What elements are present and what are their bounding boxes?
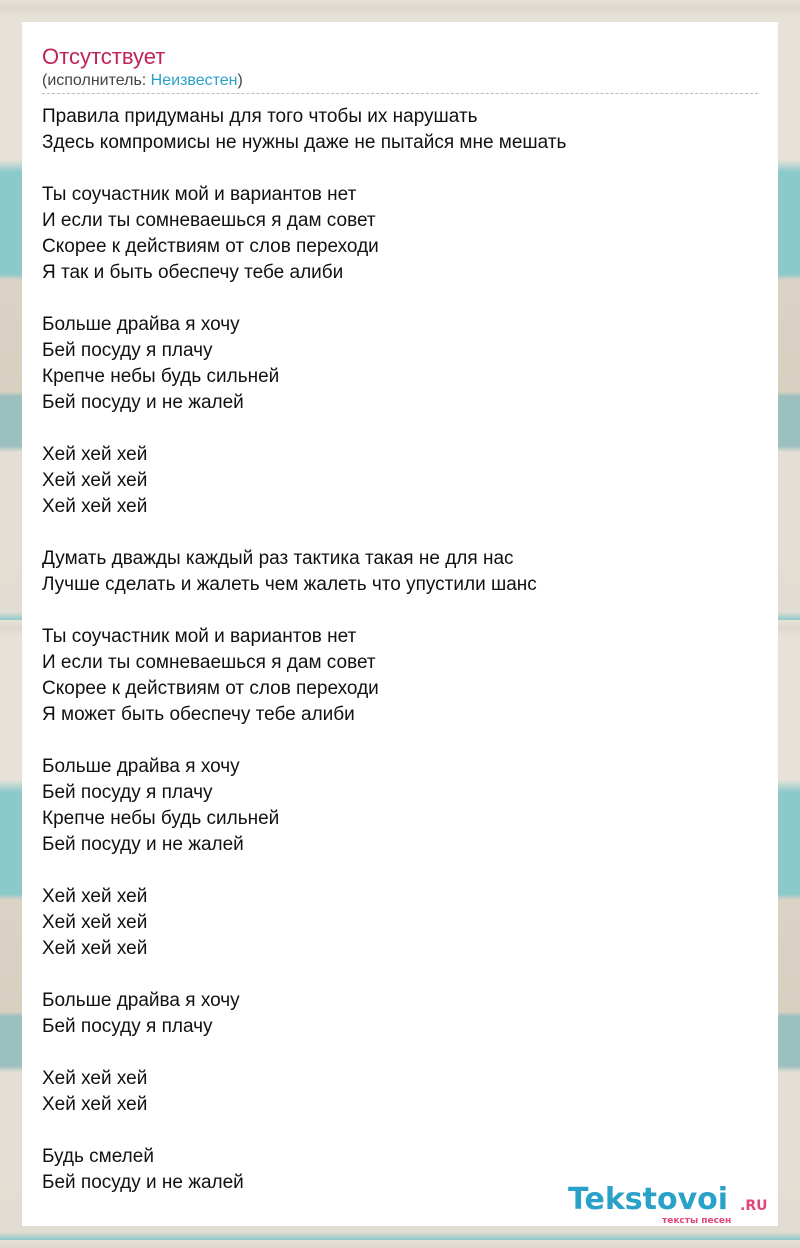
lyric-line: Бей посуду и не жалей xyxy=(42,834,244,855)
lyrics-stanza xyxy=(42,312,758,416)
lyric-line: Бей посуду и не жалей xyxy=(42,1172,244,1193)
lyric-line: Будь смелей xyxy=(42,1146,154,1167)
lyrics-card xyxy=(22,22,778,1226)
site-logo[interactable] xyxy=(568,1182,778,1226)
lyrics-stanza xyxy=(42,884,758,962)
lyric-line: Здесь компромисы не нужны даже не пытайся мне мешать xyxy=(42,132,567,153)
artist-line xyxy=(42,72,243,90)
lyrics-stanza xyxy=(42,988,758,1040)
lyric-line: Крепче небы будь сильней xyxy=(42,808,280,829)
lyric-line: Бей посуду и не жалей xyxy=(42,392,244,413)
lyric-line: Хей хей хей xyxy=(42,470,148,491)
song-title: Отсутствует xyxy=(42,44,166,69)
lyrics-stanza xyxy=(42,104,758,156)
artist-link[interactable]: Неизвестен xyxy=(150,72,238,89)
lyric-line: Скорее к действиям от слов переходи xyxy=(42,236,379,257)
lyric-line: Бей посуду я плачу xyxy=(42,340,213,361)
lyric-line: Хей хей хей xyxy=(42,1094,148,1115)
lyrics-stanza xyxy=(42,182,758,286)
lyric-line: Лучше сделать и жалеть чем жалеть что упустили шанс xyxy=(42,574,537,595)
lyrics-stanza xyxy=(42,546,758,598)
lyric-line: Бей посуду я плачу xyxy=(42,1016,213,1037)
lyric-line: Ты соучастник мой и вариантов нет xyxy=(42,626,357,647)
lyric-line: Ты соучастник мой и вариантов нет xyxy=(42,184,357,205)
logo-wordmark: Tekstovoi xyxy=(568,1182,729,1217)
lyric-line: И если ты сомневаешься я дам совет xyxy=(42,210,376,231)
lyric-line: И если ты сомневаешься я дам совет xyxy=(42,652,376,673)
lyric-line: Хей хей хей xyxy=(42,938,148,959)
lyric-line: Я может быть обеспечу тебе алиби xyxy=(42,704,355,725)
artist-suffix: ) xyxy=(237,72,243,89)
lyric-line: Больше драйва я хочу xyxy=(42,314,240,335)
lyric-line: Я так и быть обеспечу тебе алиби xyxy=(42,262,344,283)
lyric-line: Скорее к действиям от слов переходи xyxy=(42,678,379,699)
lyric-line: Думать дважды каждый раз тактика такая не для нас xyxy=(42,548,514,569)
lyric-line: Хей хей хей xyxy=(42,496,148,517)
lyrics-body xyxy=(42,104,758,1222)
lyric-line: Хей хей хей xyxy=(42,912,148,933)
lyric-line: Хей хей хей xyxy=(42,444,148,465)
lyrics-stanza xyxy=(42,754,758,858)
logo-tagline: тексты песен xyxy=(662,1216,732,1226)
divider xyxy=(42,93,758,94)
lyric-line: Больше драйва я хочу xyxy=(42,756,240,777)
lyric-line: Бей посуду я плачу xyxy=(42,782,213,803)
artist-prefix: (исполнитель: xyxy=(42,72,151,89)
lyric-line: Больше драйва я хочу xyxy=(42,990,240,1011)
lyric-line: Хей хей хей xyxy=(42,1068,148,1089)
lyric-line: Хей хей хей xyxy=(42,886,148,907)
lyrics-stanza xyxy=(42,442,758,520)
logo-domain: .RU xyxy=(740,1198,768,1214)
lyrics-stanza xyxy=(42,624,758,728)
lyric-line: Крепче небы будь сильней xyxy=(42,366,280,387)
lyrics-stanza xyxy=(42,1066,758,1118)
lyric-line: Правила придуманы для того чтобы их нарушать xyxy=(42,106,478,127)
